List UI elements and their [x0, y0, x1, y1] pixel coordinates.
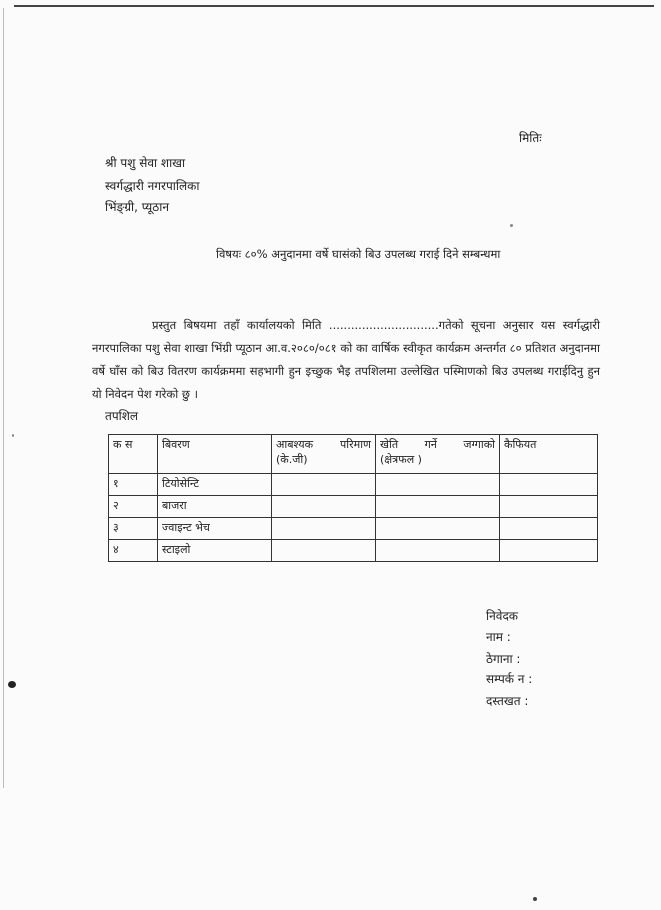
row-description: टियोसेन्टि — [158, 474, 272, 496]
row-sn: ४ — [109, 540, 158, 562]
recipient-line-2: स्वर्गद्धारी नगरपालिका — [105, 179, 200, 193]
row-land-cell[interactable] — [376, 496, 500, 518]
header-land-area: खेति गर्ने जग्गाको (क्षेत्रफल ) — [376, 435, 500, 474]
body-paragraph — [92, 314, 600, 406]
scan-speck — [12, 434, 14, 437]
details-table — [108, 434, 598, 562]
scan-ink-blot — [8, 681, 16, 688]
date-label: मितिः — [519, 131, 542, 145]
header-sn: क स — [109, 435, 158, 474]
contact-field-label: सम्पर्क न : — [486, 672, 533, 686]
recipient-line-3: भिंङ्ग्री, प्यूठान — [105, 200, 170, 214]
row-sn: १ — [109, 474, 158, 496]
name-field-label: नाम : — [486, 630, 511, 644]
applicant-label: निवेदक — [486, 609, 519, 623]
row-description: स्टाइलो — [158, 540, 272, 562]
row-quantity-cell[interactable] — [272, 540, 376, 562]
row-sn: ३ — [109, 518, 158, 540]
header-quantity: आबश्यक परिमाण (के.जी) — [272, 435, 376, 474]
table-row — [109, 518, 598, 540]
header-remarks: कैफियत — [500, 435, 598, 474]
row-description: बाजरा — [158, 496, 272, 518]
row-land-cell[interactable] — [376, 540, 500, 562]
scan-border-left — [3, 8, 4, 788]
scan-border-top — [14, 5, 654, 7]
table-row — [109, 496, 598, 518]
row-remarks-cell[interactable] — [500, 496, 598, 518]
table-header-row — [109, 435, 598, 474]
row-remarks-cell[interactable] — [500, 540, 598, 562]
scan-speck — [510, 224, 513, 227]
row-land-cell[interactable] — [376, 518, 500, 540]
row-quantity-cell[interactable] — [272, 496, 376, 518]
tapshil-label: तपशिल — [105, 409, 139, 423]
row-land-cell[interactable] — [376, 474, 500, 496]
row-quantity-cell[interactable] — [272, 518, 376, 540]
scan-ink-speck — [533, 897, 537, 901]
table-row — [109, 540, 598, 562]
row-remarks-cell[interactable] — [500, 474, 598, 496]
address-field-label: ठेगाना : — [486, 652, 521, 666]
signature-field-label: दस्तखत : — [486, 694, 529, 708]
row-remarks-cell[interactable] — [500, 518, 598, 540]
body-text: प्रस्तुत बिषयमा तहाँ कार्यालयको मिति ..............................गतेको सूचना अनुसार यस स्वर्गद्धारी नगरपालिका पशु सेवा शाखा भिंग्री प्यूठान आ.व.२०८०/०८१ को का वार्षिक स्वीकृत कार्यक्रम अन्तर्गत ८० प्रतिशत अनुदानमा वर्षे घाँस को बिउ वितरण कार्यक्रममा सहभागी हुन इच्छुक भैइ तपशिलमा उल्लेखित पस्मिाणको बिउ उपलब्ध गराईदिनु हुन यो निवेदन पेश गरेको छु । — [92, 318, 600, 401]
recipient-line-1: श्री पशु सेवा शाखा — [105, 156, 186, 170]
row-quantity-cell[interactable] — [272, 474, 376, 496]
subject-line: विषयः ८०% अनुदानमा वर्षे घासंको बिउ उपलब्ध गराई दिने सम्बन्धमा — [216, 247, 501, 261]
header-description: बिवरण — [158, 435, 272, 474]
row-description: ज्वाइन्ट भेच — [158, 518, 272, 540]
table-row — [109, 474, 598, 496]
row-sn: २ — [109, 496, 158, 518]
